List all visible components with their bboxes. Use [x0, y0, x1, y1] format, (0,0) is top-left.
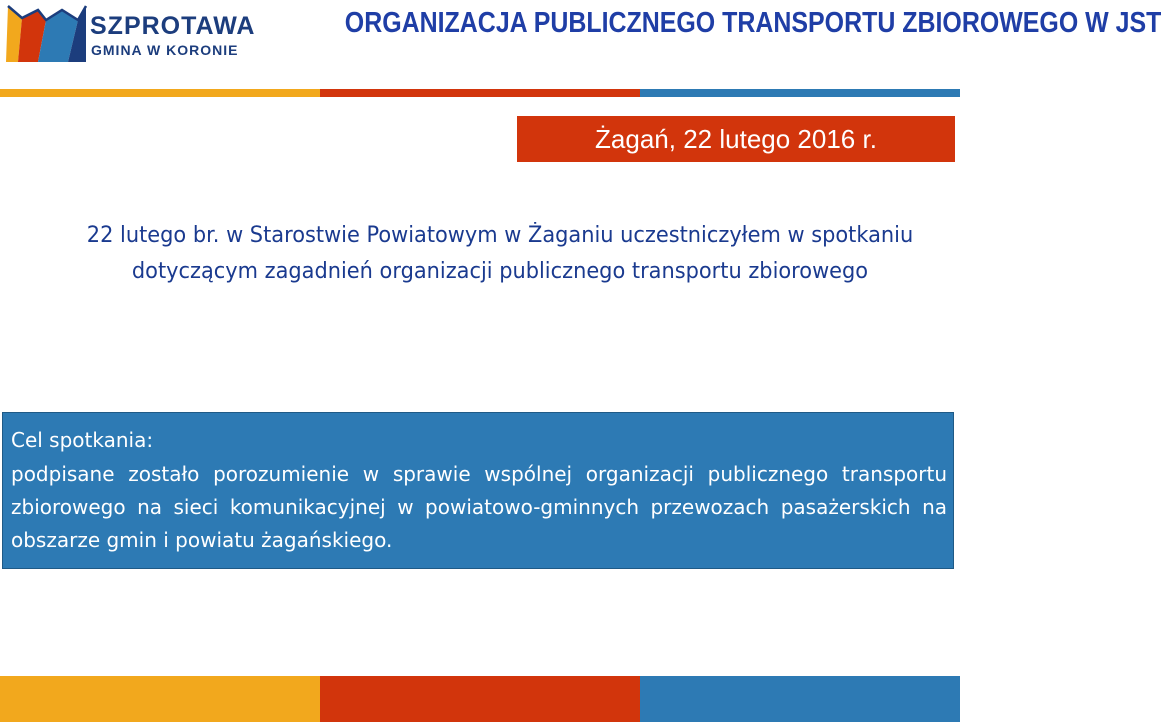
goal-box — [2, 412, 954, 569]
stripe-segment-yellow — [0, 89, 320, 97]
stripe-segment-red — [320, 676, 640, 722]
logo-subtitle: GMINA W KORONIE — [91, 42, 239, 58]
logo-name: SZPROTAWA — [90, 12, 256, 40]
logo — [4, 4, 266, 64]
crown-logo-icon — [4, 4, 88, 64]
goal-title: Cel spotkania: — [11, 428, 154, 452]
stripe-segment-red — [320, 89, 640, 97]
stripe-segment-blue — [640, 676, 960, 722]
page-title: ORGANIZACJA PUBLICZNEGO TRANSPORTU ZBIOROWEGO W JST — [344, 7, 1161, 39]
intro-paragraph: 22 lutego br. w Starostwie Powiatowym w Żaganiu uczestniczyłem w spotkaniu dotyczącym zagadnień organizacji publicznego transportu zbiorowego — [86, 223, 914, 284]
date-banner: Żagań, 22 lutego 2016 r. — [517, 116, 955, 162]
top-color-stripe — [0, 89, 960, 97]
stripe-segment-blue — [640, 89, 960, 97]
stripe-segment-yellow — [0, 676, 320, 722]
goal-text: podpisane zostało porozumienie w sprawie wspólnej organizacji publicznego transportu zbiorowego na sieci komunikacyjnej w powiatowo-gminnych przewozach pasażerskich na obszarze gmin i powiatu żagańskiego. — [11, 462, 947, 552]
bottom-color-stripe — [0, 676, 960, 722]
